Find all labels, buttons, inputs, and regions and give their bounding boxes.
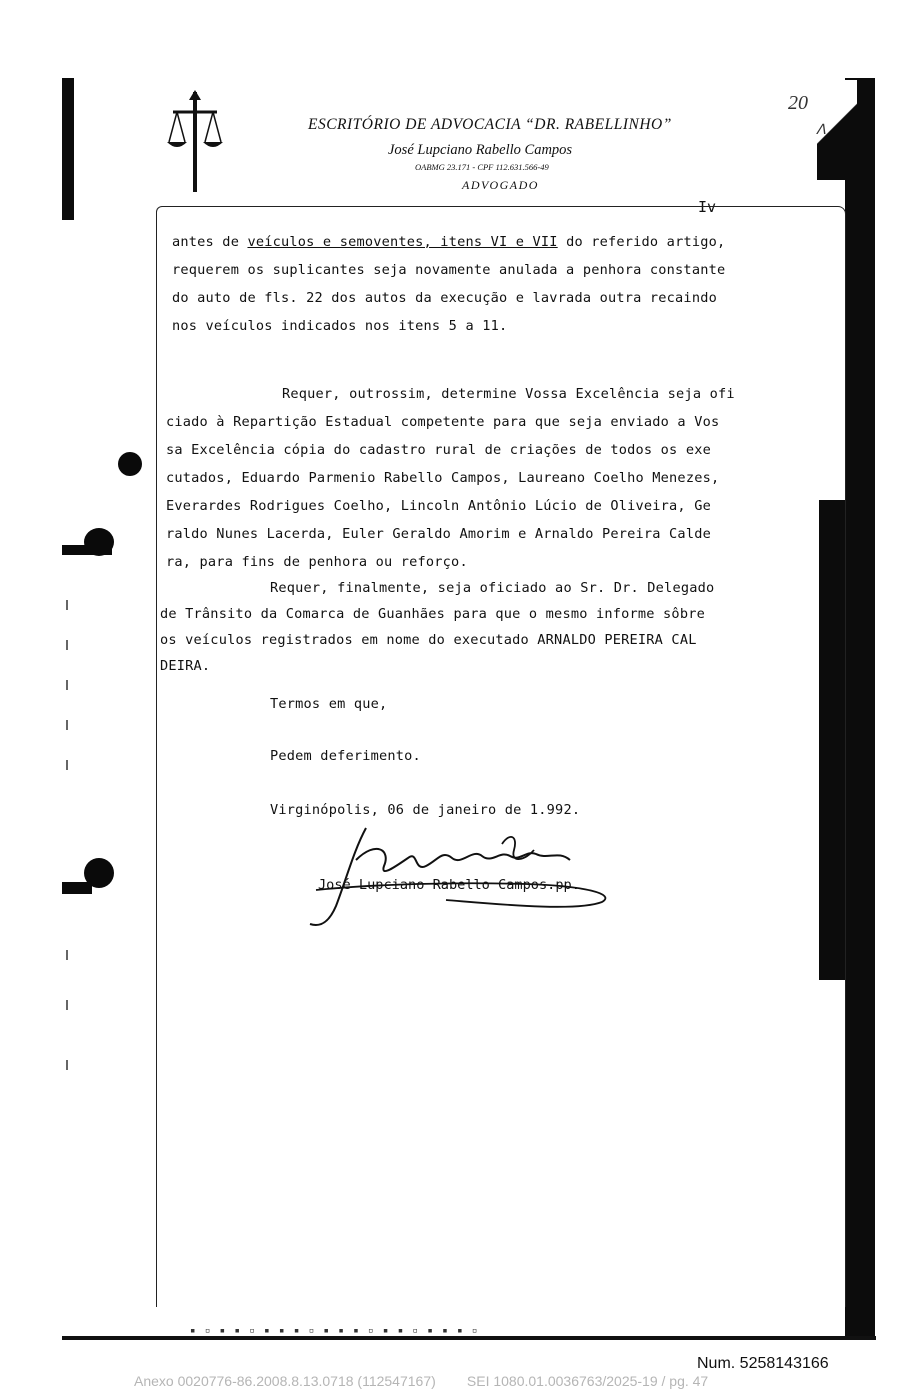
body-line-1-start: antes de <box>172 234 248 250</box>
margin-mark <box>66 600 68 610</box>
corner-annotation: 20 <box>788 92 808 114</box>
office-title: ESCRITÓRIO DE ADVOCACIA “DR. RABELLINHO” <box>308 116 672 133</box>
footer-gap <box>436 1373 467 1389</box>
body-line-2: requerem os suplicantes seja novamente anulada a penhora constante <box>172 262 726 278</box>
scan-border-left <box>62 78 74 220</box>
margin-mark <box>66 680 68 690</box>
body-line-3: do auto de fls. 22 dos autos da execução e lavrada outra recaindo <box>172 290 717 306</box>
registration-line: OABMG 23.171 - CPF 112.631.566-49 <box>415 162 549 172</box>
margin-mark <box>66 720 68 730</box>
margin-mark <box>66 760 68 770</box>
corner-scribble: ᐱ <box>816 123 826 138</box>
scan-border-bottom <box>62 1336 876 1340</box>
body-line-5: Requer, outrossim, determine Vossa Excelência seja ofi <box>282 386 735 402</box>
lawyer-name: José Lupciano Rabello Campos <box>388 142 573 158</box>
margin-mark <box>66 640 68 650</box>
document-number: Num. 5258143166 <box>697 1355 829 1372</box>
body-line-1-underlined: veículos e semoventes, itens VI e VII <box>247 234 558 250</box>
margin-mark <box>66 1000 68 1010</box>
body-line-1-end: do referido artigo, <box>557 234 726 250</box>
body-line-4: nos veículos indicados nos itens 5 a 11. <box>172 318 508 334</box>
annex-id: Anexo 0020776-86.2008.8.13.0718 (112547167) <box>134 1373 436 1389</box>
body-line-13: de Trânsito da Comarca de Guanhães para que o mesmo informe sôbre <box>160 606 705 622</box>
body-line-6: ciado à Repartição Estadual competente para que seja enviado a Vos <box>166 414 720 430</box>
margin-mark <box>66 950 68 960</box>
body-line-8: cutados, Eduardo Parmenio Rabello Campos, Laureano Coelho Menezes, <box>166 470 720 486</box>
closing-line-1: Termos em que, <box>270 696 388 712</box>
signer-name: José Lupciano Rabello Campos.pp. <box>318 877 580 893</box>
body-line-15: DEIRA. <box>160 658 211 674</box>
letterhead-subtitle: ADVOGADO <box>462 178 539 192</box>
document-frame <box>156 206 846 1307</box>
body-line-7: sa Excelência cópia do cadastro rural de criações de todos os exe <box>166 442 711 458</box>
body-line-9: Everardes Rodrigues Coelho, Lincoln Antônio Lúcio de Oliveira, Ge <box>166 498 711 514</box>
place-date-line: Virginópolis, 06 de janeiro de 1.992. <box>270 802 581 818</box>
scales-of-justice-icon <box>165 88 225 196</box>
body-line-11: ra, para fins de penhora ou reforço. <box>166 554 468 570</box>
punch-hole-smear <box>62 882 92 894</box>
footer-identifiers <box>134 1373 708 1389</box>
body-line-12: Requer, finalmente, seja oficiado ao Sr. Dr. Delegado <box>270 580 715 596</box>
page-number: Iv <box>698 198 717 216</box>
body-line-10: raldo Nunes Lacerda, Euler Geraldo Amorim e Arnaldo Pereira Calde <box>166 526 711 542</box>
punch-hole <box>118 452 142 476</box>
scan-bottom-noise: ▪ ▫ ▪ ▪ ▫ ▪ ▪ ▪ ▫ ▪ ▪ ▪ ▫ ▪ ▪ ▫ ▪ ▪ ▪ ▫ <box>190 1326 480 1336</box>
sei-id: SEI 1080.01.0036763/2025-19 / pg. 47 <box>466 1373 709 1389</box>
body-line-14: os veículos registrados em nome do executado ARNALDO PEREIRA CAL <box>160 632 697 648</box>
margin-mark <box>66 1060 68 1070</box>
closing-line-2: Pedem deferimento. <box>270 748 421 764</box>
handwritten-signature <box>296 820 626 930</box>
body-line-1 <box>172 234 725 250</box>
punch-hole-smear <box>62 545 112 555</box>
